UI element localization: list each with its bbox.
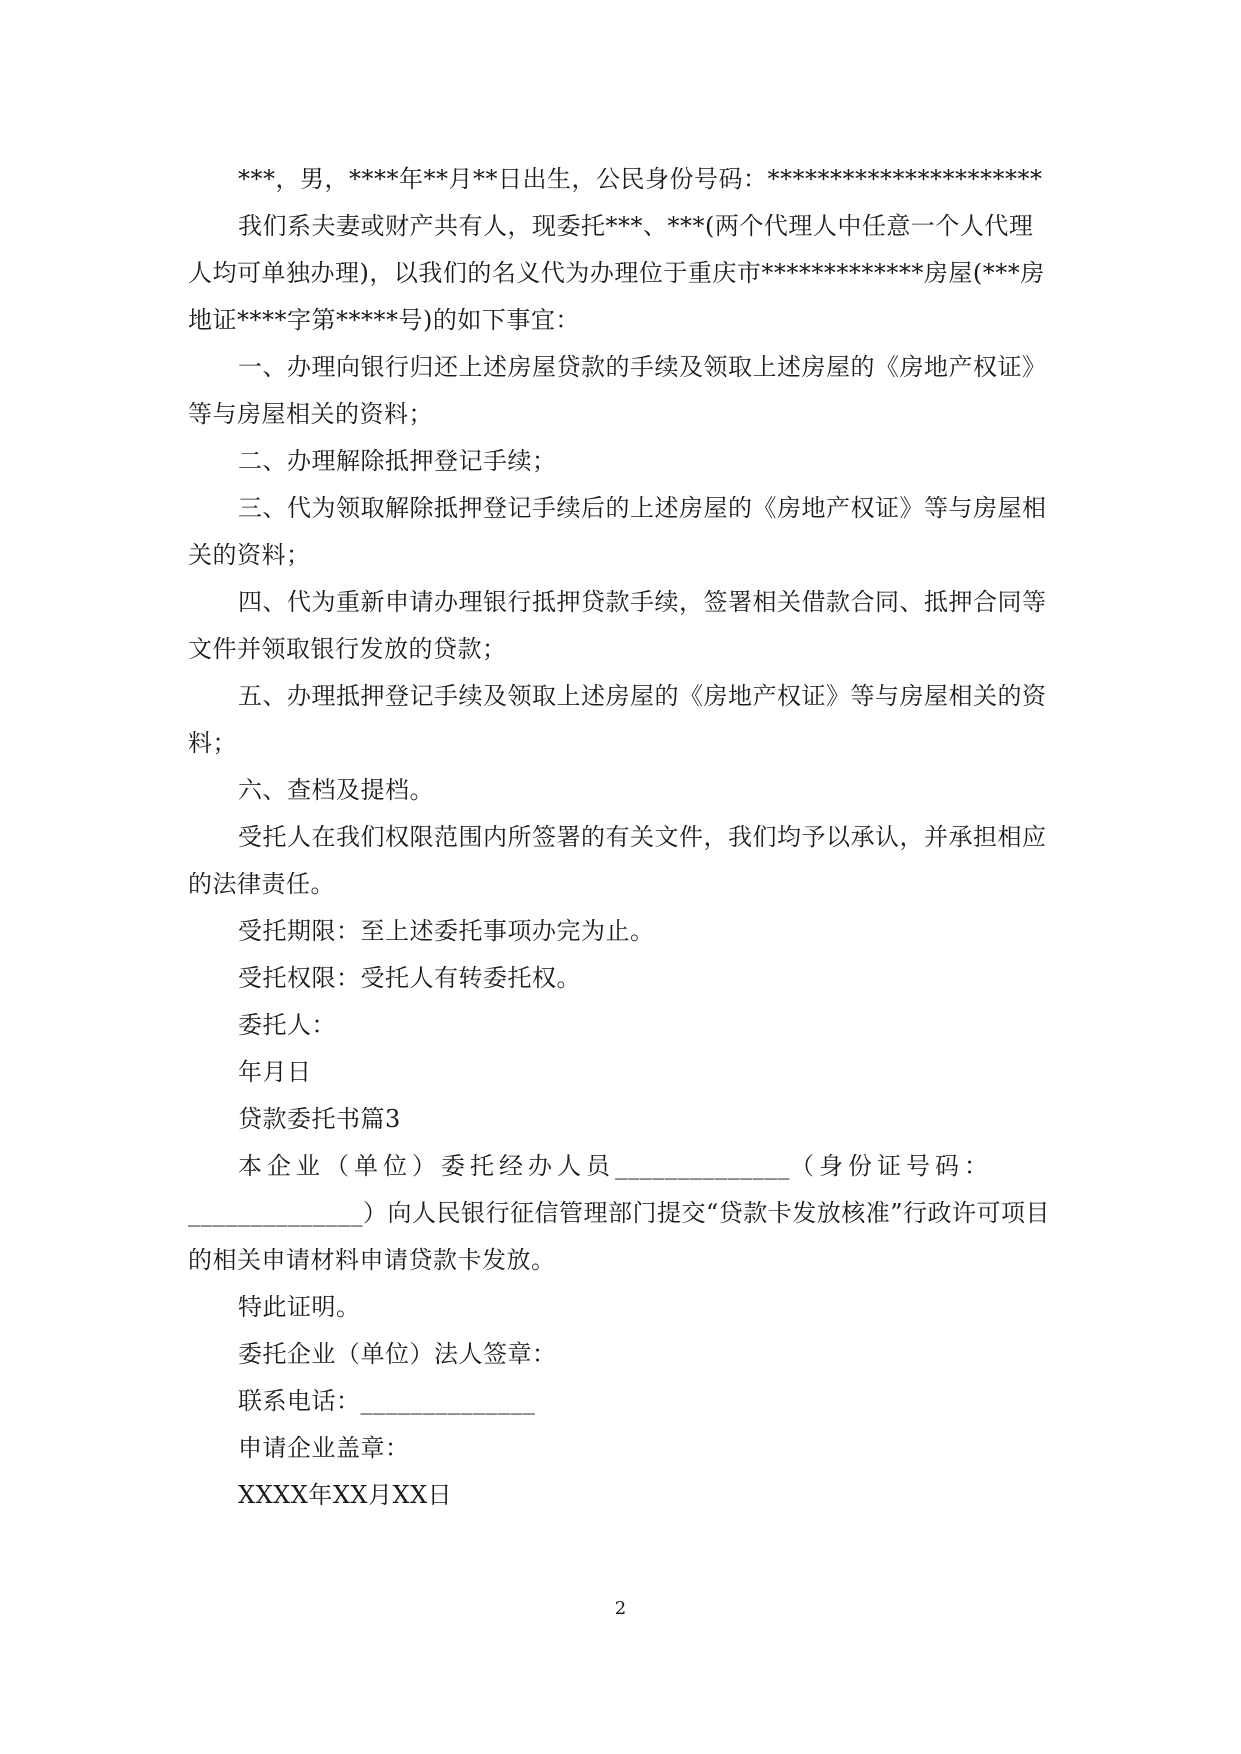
agent-name-blank: ______________ [615,1152,790,1180]
paragraph-scope: 受托权限：受托人有转委托权。 [238,964,581,992]
paragraph-enterprise-delegation [188,1143,1056,1284]
enterprise-text-3: ）向人民银行征信管理部门提交“贷款卡发放核准”行政许可项目的相关申请材料申请贷款卡发放。 [188,1199,1051,1274]
document-body [188,156,1056,1519]
paragraph-legal-signature: 委托企业（单位）法人签章： [238,1340,557,1368]
paragraph-item-4: 四、代为重新申请办理银行抵押贷款手续，签署相关借款合同、抵押合同等文件并领取银行发放的贷款； [188,588,1047,663]
paragraph-term: 受托期限：至上述委托事项办完为止。 [238,917,655,945]
paragraph-principal-signature: 委托人： [238,1011,336,1039]
enterprise-text-1: 本企业（单位）委托经办人员 [238,1152,615,1180]
paragraph-phone [188,1378,1056,1425]
page-number: 2 [614,1598,627,1619]
paragraph-date-line: 年月日 [238,1058,312,1086]
paragraph-authorization: 我们系夫妻或财产共有人，现委托***、***(两个代理人中任意一个人代理人均可单独办理)，以我们的名义代为办理位于重庆市*************房屋(***房地证****字第*****号)的如下事宜： [188,212,1045,334]
id-number-blank: ______________ [188,1199,363,1227]
paragraph-certification: 特此证明。 [238,1293,361,1321]
paragraph-principal-info: ***，男，****年**月**日出生，公民身份号码：********************** [238,165,1043,193]
paragraph-item-6: 六、查档及提档。 [238,776,434,804]
phone-label: 联系电话： [238,1387,361,1415]
paragraph-item-5: 五、办理抵押登记手续及领取上述房屋的《房地产权证》等与房屋相关的资料； [188,682,1047,757]
enterprise-text-2: （身份证号码： [790,1152,993,1180]
section-heading: 贷款委托书篇3 [238,1105,401,1133]
paragraph-item-3: 三、代为领取解除抵押登记手续后的上述房屋的《房地产权证》等与房屋相关的资料； [188,494,1047,569]
paragraph-item-1: 一、办理向银行归还上述房屋贷款的手续及领取上述房屋的《房地产权证》等与房屋相关的资料； [188,353,1047,428]
paragraph-acknowledgement: 受托人在我们权限范围内所签署的有关文件，我们均予以承认，并承担相应的法律责任。 [188,823,1047,898]
phone-blank: ______________ [360,1387,536,1415]
paragraph-item-2: 二、办理解除抵押登记手续； [238,447,557,475]
paragraph-company-seal: 申请企业盖章： [238,1434,410,1462]
paragraph-final-date: XXXX年XX月XX日 [238,1481,453,1509]
